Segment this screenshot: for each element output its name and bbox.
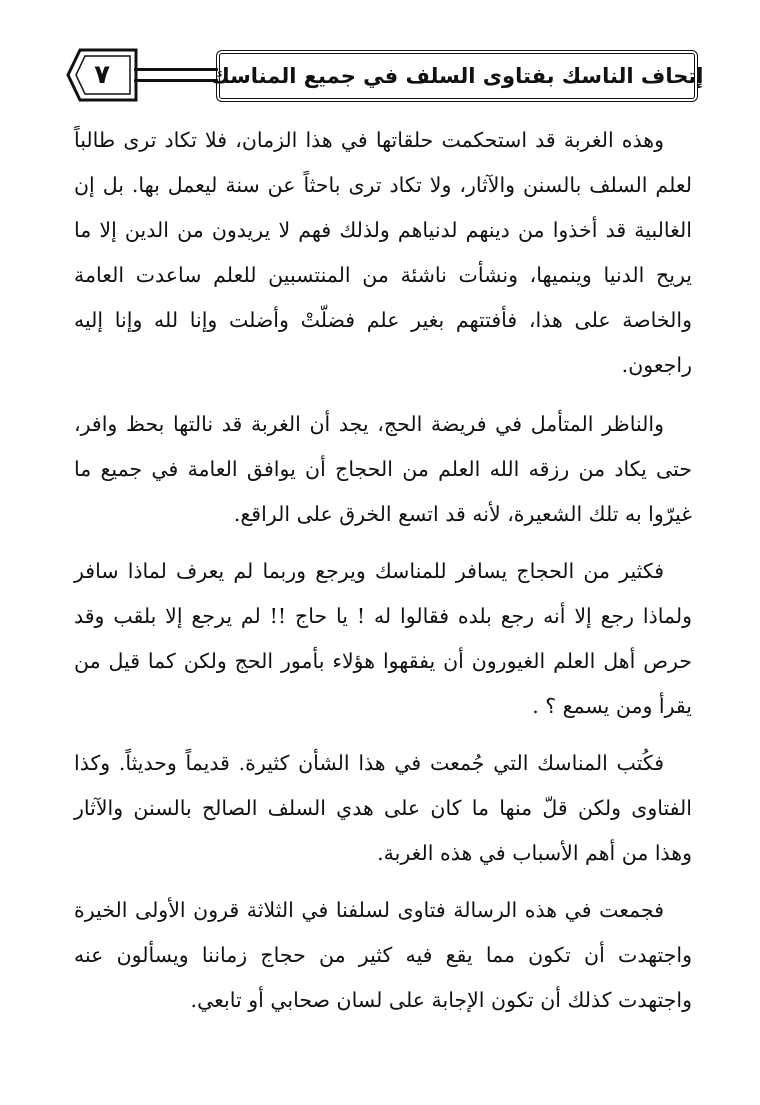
- page-body: [74, 118, 692, 1035]
- paragraph: فجمعت في هذه الرسالة فتاوى لسلفنا في الثلاثة قرون الأولى الخيرة واجتهدت أن تكون مما يقع فيه كثير من حجاج زماننا ويسألون عنه واجتهدت كذلك أن تكون الإجابة على لسان صحابي أو تابعي.: [74, 898, 692, 1012]
- page-number-box: [66, 46, 138, 104]
- book-title-box: [210, 50, 704, 102]
- book-title: إتحاف الناسك بفتاوى السلف في جميع المناسك: [210, 64, 704, 88]
- paragraph: فكثير من الحجاج يسافر للمناسك ويرجع وربما لم يعرف لماذا سافر ولماذا رجع إلا أنه رجع بلده فقالوا له ! يا حاج !! لم يرجع إلا بلقب وقد حرص أهل العلم الغيورون أن يفقهوا هؤلاء بأمور الحج ولكن كما قيل من يقرأ ومن يسمع ؟ .: [74, 559, 692, 718]
- paragraph: والناظر المتأمل في فريضة الحج، يجد أن الغربة قد نالتها بحظ وافر، حتى يكاد من رزقه الله العلم من الحجاج أن يوافق العامة في جميع ما غيرّوا به تلك الشعيرة، لأنه قد اتسع الخرق على الراقع.: [74, 412, 692, 526]
- paragraph: فكُتب المناسك التي جُمعت في هذا الشأن كثيرة. قديماً وحديثاً. وكذا الفتاوى ولكن قلّ منها ما كان على هدي السلف الصالح بالسنن والآثار وهذا من أهم الأسباب في هذه الغربة.: [74, 751, 692, 865]
- header-connector: [134, 68, 218, 82]
- page-header: [66, 46, 706, 108]
- paragraph: وهذه الغربة قد استحكمت حلقاتها في هذا الزمان، فلا تكاد ترى طالباً لعلم السلف بالسنن والآثار، ولا تكاد ترى باحثاً عن سنة ليعمل بها. بل إن الغالبية قد أخذوا من دينهم لدنياهم ولذلك فهم لا يريدون من الدين إلا ما يريح الدنيا وينميها، ونشأت ناشئة من المنتسبين للعلم ساعدت العامة والخاصة على هذا، فأفتتهم بغير علم فضلّتْ وأضلت وإنا لله وإنا إليه راجعون.: [74, 128, 692, 377]
- page-number: ٧: [94, 60, 110, 90]
